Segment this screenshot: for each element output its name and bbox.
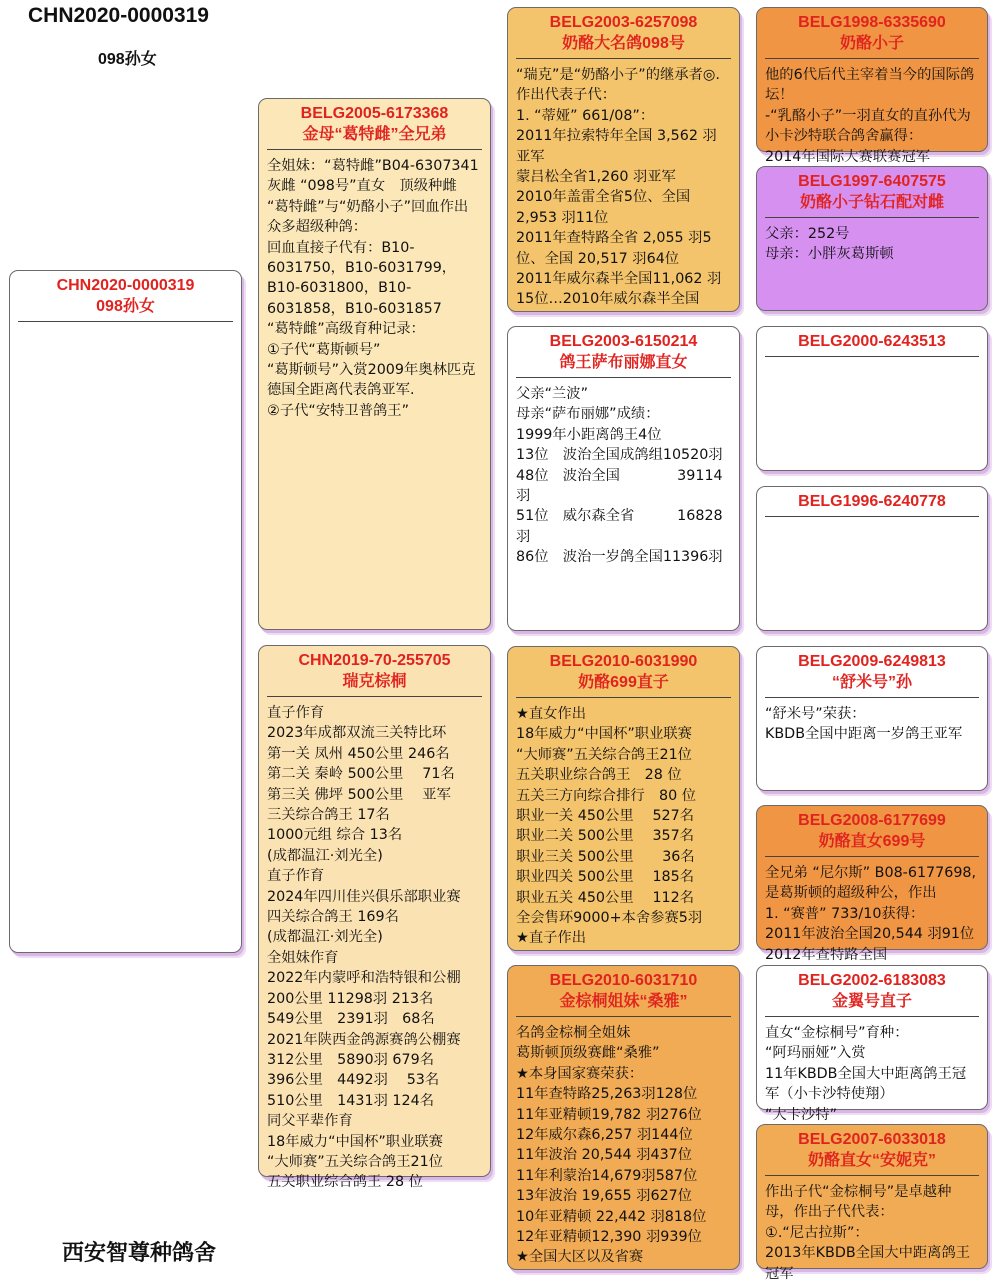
card-dds xyxy=(756,965,988,1123)
card-body: 作出子代“金棕桐号”是卓越种母，作出子代代表： ①.“尼古拉斯”： 2013年KBDB全国大中距离鸽王冠军 xyxy=(765,1184,971,1282)
card-ring-id: BELG2010-6031990 xyxy=(549,653,698,670)
card-title xyxy=(516,970,731,1017)
card-body: 他的6代后代主宰着当今的国际鸽坛！ -“乳酪小子”一羽直女的直孙代为小卡沙特联合鸽舍赢得： 2014年国际大赛联赛冠军 xyxy=(765,67,975,165)
card-title xyxy=(765,970,979,1017)
card-title xyxy=(765,12,979,59)
card-name: 金母“葛特雌”全兄弟 xyxy=(302,126,447,143)
pedigree-pigeon-name: 098孙女 xyxy=(98,51,157,68)
card-body: ★直女作出 18年威力“中国杯”职业联赛 “大师赛”五关综合鸽王21位 五关职业综合鸽王 28 位 五关三方向综合排行 80 位 职业一关 450公里 527名 职业二关 500公里 357名 职业三关 500公里 36名 职业四关 500公里 185名 职业五关 450公里 112名 全会售环9000+本舍参赛5羽 ★直子作出 xyxy=(516,706,703,947)
card-name: 奶酪直女699号 xyxy=(818,833,926,850)
card-ring-id: BELG2005-6173368 xyxy=(300,105,449,122)
card-title xyxy=(267,103,482,150)
card-ring-id: BELG1997-6407575 xyxy=(798,173,946,190)
card-title xyxy=(516,651,731,698)
card-dam-dam xyxy=(507,965,740,1270)
card-body: 名鸽金棕桐全姐妹 葛斯顿顶级赛雌“桑雅” ★本身国家赛荣获： 11年查特路25,263羽128位 11年亚精顿19,782 羽276位 12年威尔森6,257 羽144位 11年波治 20,544 羽437位 11年利蒙治14,679羽587位 13年波治 19,655 羽627位 10年亚精顿 22,442 羽818位 12年亚精顿12,390 羽939位 ★全国大区以及省赛 xyxy=(516,1025,707,1266)
pedigree-ring-number: CHN2020-0000319 xyxy=(28,4,209,27)
card-ring-id: BELG2000-6243513 xyxy=(798,333,946,350)
card-body: “瑞克”是“奶酪小子”的继承者◎.作出代表子代： 1. “蒂娅” 661/08”： 2011年拉索特年全国 3,562 羽亚军 蒙吕松全省1,260 羽亚军 2010年盖雷全省5位、全国 2,953 羽11位 2011年查特路全省 2,055 羽5位、全国 20,517 羽64位 2011年威尔森半全国11,062 羽15位…2010年威尔森半全国 xyxy=(516,67,722,308)
card-body: 父亲“兰波” 母亲“萨布丽娜”成绩： 1999年小距离鸽王4位 13位 波治全国成鸽组10520羽 48位 波治全国 39114羽 51位 威尔森全省 16828羽 86位 波治一岁鸽全国11396羽 xyxy=(516,386,723,566)
card-ring-id: BELG2009-6249813 xyxy=(798,653,946,670)
card-name: 奶酪直女“安妮克” xyxy=(807,1152,936,1169)
card-ring-id: CHN2020-0000319 xyxy=(56,277,195,294)
card-ring-id: BELG1998-6335690 xyxy=(798,14,946,31)
card-ring-id: BELG1996-6240778 xyxy=(798,493,946,510)
card-dam xyxy=(258,645,491,1191)
card-sds xyxy=(756,326,988,471)
card-name: 鸽王萨布丽娜直女 xyxy=(559,354,688,371)
card-ring-id: BELG2010-6031710 xyxy=(549,972,698,989)
card-title xyxy=(18,275,233,322)
card-body: 父亲：252号 母亲：小胖灰葛斯顿 xyxy=(765,226,894,263)
card-dsd xyxy=(756,805,988,963)
card-name: 奶酪699直子 xyxy=(578,674,669,691)
card-title xyxy=(765,491,979,517)
card-title xyxy=(765,810,979,857)
card-sire-sire xyxy=(507,7,740,312)
card-name: 瑞克棕桐 xyxy=(342,673,407,690)
card-name: 奶酪大名鸽098号 xyxy=(562,35,685,52)
card-body: 直女“金棕桐号”育种： “阿玛丽娅”入赏 11年KBDB全国大中距离鸽王冠军（小卡沙特使翔） “大卡沙特” xyxy=(765,1025,967,1123)
card-title xyxy=(516,331,731,378)
card-name: 金翼号直子 xyxy=(831,993,912,1010)
card-title xyxy=(765,1129,979,1176)
card-title xyxy=(267,650,482,697)
card-subject xyxy=(9,270,242,953)
card-dam-sire xyxy=(507,646,740,951)
card-name: 098孙女 xyxy=(96,298,155,315)
card-body: 全姐妹：“葛特雌”B04-6307341灰雌 “098号”直女 顶级种雌 “葛特雌”与“奶酪小子”回血作出众多超级种鸽： 回血直接子代有：B10-6031750，B10-6031799，B10-6031800，B10-6031858，B10-6031857 “葛特雌”高级育种记录： ①子代“葛斯顿号” “葛斯顿号”入赏2009年奥林匹克德国全距离代表鸽亚军. ②子代“安特卫普鸽王” xyxy=(267,158,479,419)
card-name: 金棕桐姐妹“桑雅” xyxy=(559,993,688,1010)
card-name: “舒米号”孙 xyxy=(831,674,912,691)
card-body: 直子作育 2023年成都双流三关特比环 第一关 凤州 450公里 246名 第二关 秦岭 500公里 71名 第三关 佛坪 500公里 亚军 三关综合鸽王 17名 1000元组 综合 13名 (成都温江·刘光全) 直子作育 2024年四川佳兴俱乐部职业赛 四关综合鸽王 169名 (成都温江·刘光全) 全姐妹作育 2022年内蒙呼和浩特银和公棚 200公里 11298羽 213名 549公里 2391羽 68名 2021年陕西金鸽源赛鸽公棚赛 312公里 5890羽 679名 396公里 4492羽 53名 510公里 1431羽 124名 同父平辈作育 18年威力“中国杯”职业联赛 “大师赛”五关综合鸽王21位 五关职业综合鸽王 28 位 xyxy=(267,705,461,1191)
card-title xyxy=(765,651,979,698)
card-ring-id: BELG2008-6177699 xyxy=(798,812,946,829)
card-sss xyxy=(756,7,988,165)
loft-name: 西安智尊种鸽舍 xyxy=(62,1241,217,1266)
card-ssd xyxy=(756,166,988,311)
card-ring-id: CHN2019-70-255705 xyxy=(298,652,451,669)
card-title xyxy=(765,171,979,218)
card-name: 奶酪小子 xyxy=(839,35,904,52)
card-title xyxy=(516,12,731,59)
card-ring-id: BELG2003-6150214 xyxy=(549,333,698,350)
card-dss xyxy=(756,646,988,791)
card-ring-id: BELG2007-6033018 xyxy=(798,1131,946,1148)
card-title xyxy=(765,331,979,357)
card-sdd xyxy=(756,486,988,631)
card-ddd xyxy=(756,1124,988,1282)
card-body: 全兄弟 “尼尔斯” B08-6177698, 是葛斯顿的超级种公，作出 1. “赛普” 733/10获得： 2011年波治全国20,544 羽91位 2012年查特路全国 xyxy=(765,865,977,963)
card-sire-dam xyxy=(507,326,740,631)
card-sire xyxy=(258,98,491,630)
card-body: “舒米号”荣获： KBDB全国中距离一岁鸽王亚军 xyxy=(765,706,963,743)
card-ring-id: BELG2002-6183083 xyxy=(798,972,946,989)
card-ring-id: BELG2003-6257098 xyxy=(549,14,698,31)
card-name: 奶酪小子钻石配对雌 xyxy=(799,194,944,211)
